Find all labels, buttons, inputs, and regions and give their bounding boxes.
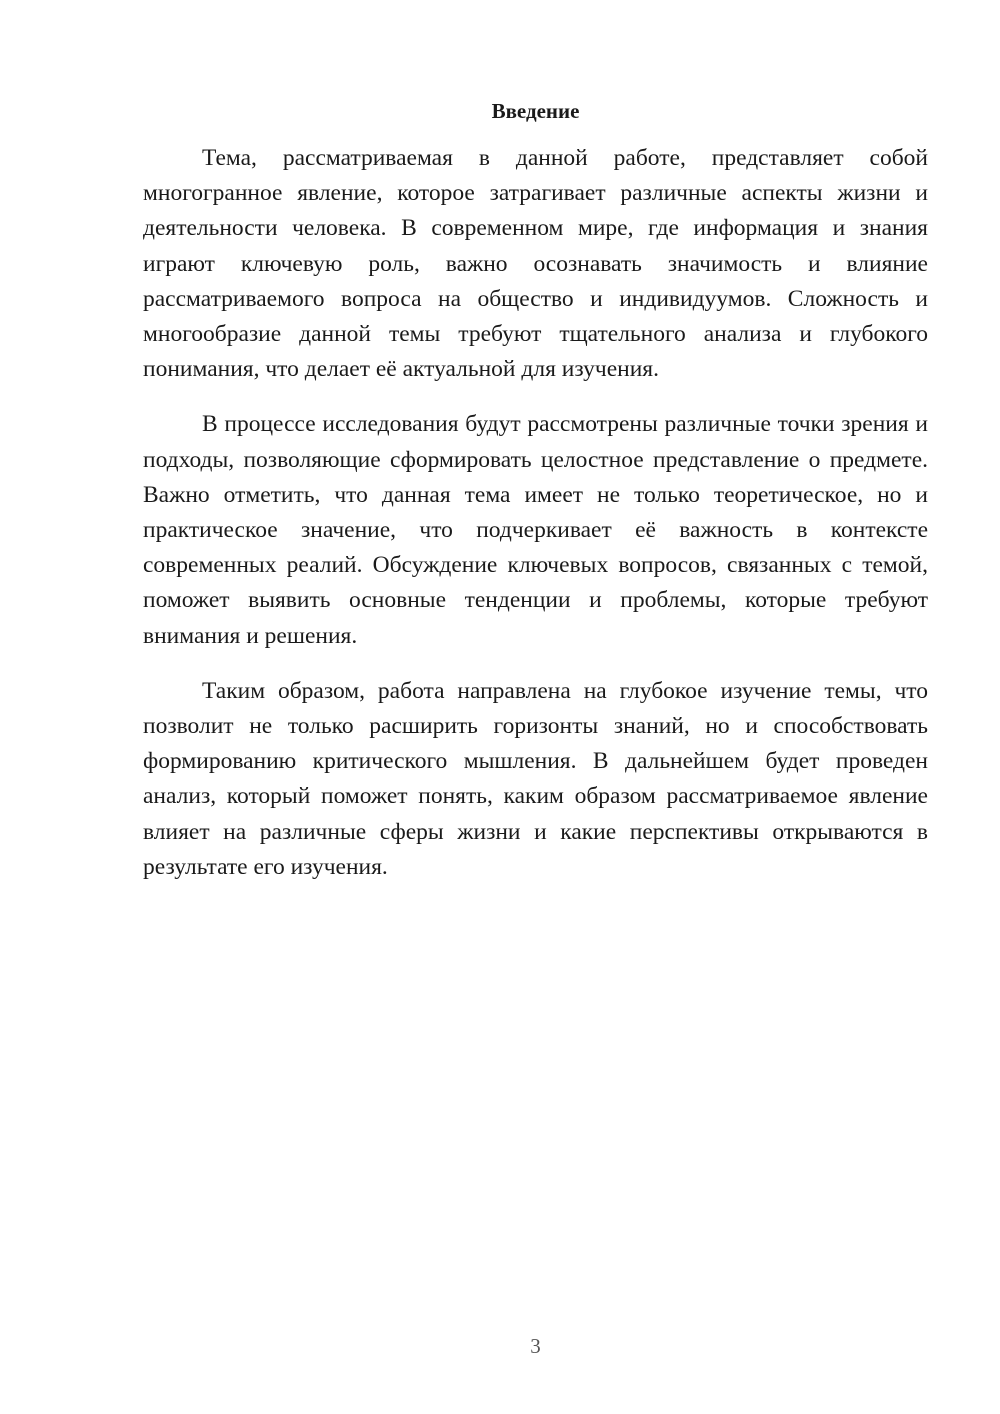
section-heading: Введение xyxy=(491,99,580,123)
page-number: 3 xyxy=(530,1334,541,1358)
paragraph-1: Тема, рассматриваемая в данной работе, представляет собой многогранное явление, которое затрагивает различные аспекты жизни и деятельности человека. В современном мире, где информация и знания играют ключевую роль, важно осознавать значимость и влияние рассматриваемого вопроса на общество и индивидуумов. Сложность и многообразие данной темы требуют тщательного анализа и глубокого понимания, что делает её актуальной для изучения. xyxy=(143,145,928,383)
paragraph-2: В процессе исследования будут рассмотрены различные точки зрения и подходы, позволяющие сформировать целостное представление о предмете. Важно отметить, что данная тема имеет не только теоретическое, но и практическое значение, что подчеркивает её важность в контексте современных реалий. Обсуждение ключевых вопросов, связанных с темой, поможет выявить основные тенденции и проблемы, которые требуют внимания и решения. xyxy=(143,411,928,649)
paragraph-3: Таким образом, работа направлена на глубокое изучение темы, что позволит не только расширить горизонты знаний, но и способствовать формированию критического мышления. В дальнейшем будет проведен анализ, который поможет понять, каким образом рассматриваемое явление влияет на различные сферы жизни и какие перспективы открываются в результате его изучения. xyxy=(143,677,928,880)
body-text xyxy=(143,141,928,905)
